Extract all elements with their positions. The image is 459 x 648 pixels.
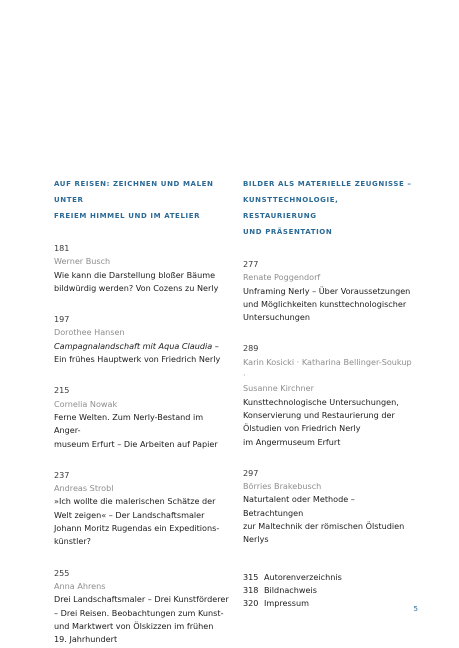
entry-author: Dorothee Hansen	[54, 327, 125, 338]
entry-author: Werner Busch	[54, 256, 111, 267]
entry-page-number: 289	[243, 343, 259, 354]
toc-entry	[54, 469, 229, 549]
toc-entry	[243, 467, 413, 547]
back-matter-label: Autorenverzeichnis	[264, 571, 342, 582]
right-column	[243, 176, 413, 611]
entry-author: Anna Ahrens	[54, 580, 106, 591]
entry-title: Naturtalent oder Methode – Betrachtungen zur Maltechnik der römischen Ölstudien Nerlys	[243, 494, 405, 545]
back-matter-label: Bildnachweis	[264, 584, 317, 595]
entry-page-number: 277	[243, 259, 259, 269]
entry-author: Karin Kosicki · Katharina Bellinger-Soukup ·	[243, 356, 412, 381]
toc-entry	[243, 258, 413, 324]
back-matter-list	[243, 571, 413, 611]
entry-page-number: 237	[54, 469, 70, 480]
left-column	[54, 176, 229, 646]
entry-page-number: 255	[54, 567, 70, 578]
entry-title: Unframing Nerly – Über Voraussetzungen und Möglichkeiten kunsttechnologischer Untersuchungen	[243, 285, 411, 323]
folio-page-number: 5	[413, 605, 418, 613]
entry-page-number: 215	[54, 385, 70, 396]
back-matter-item	[243, 571, 413, 584]
entry-title: Wie kann die Darstellung bloßer Bäume bildwürdig werden? Von Cozens zu Nerly	[54, 269, 219, 293]
entry-title: Campagnalandschaft mit Aqua Claudia – Ein frühes Hauptwerk von Friedrich Nerly	[54, 340, 229, 367]
entry-author: Susanne Kirchner	[243, 383, 314, 394]
toc-entry	[54, 567, 229, 647]
entry-title: Kunsttechnologische Untersuchungen, Konservierung und Restaurierung der Ölstudien von Friedrich Nerly im Angermuseum Erfurt	[243, 396, 399, 447]
entry-author: Börries Brakebusch	[243, 481, 322, 492]
toc-entry	[54, 242, 229, 295]
entry-title: Drei Landschaftsmaler – Drei Kunstförderer – Drei Reisen. Beobachtungen zum Kunst- und Marktwert von Ölskizzen im frühen 19. Jahrhundert	[54, 594, 229, 645]
entry-title: »Ich wollte die malerischen Schätze der Welt zeigen« – Der Landschaftsmaler Johann Moritz Rugendas ein Expeditions- künstler?	[54, 496, 220, 547]
entry-page-number: 197	[54, 314, 70, 325]
entry-page-number: 181	[54, 243, 70, 253]
entry-title: Ferne Welten. Zum Nerly-Bestand im Anger- museum Erfurt – Die Arbeiten auf Papier	[54, 411, 218, 449]
back-matter-page: 315	[243, 571, 259, 582]
toc-entry	[54, 384, 229, 450]
toc-entry	[54, 313, 229, 366]
back-matter-item	[243, 584, 413, 597]
back-matter-page: 318	[243, 584, 259, 595]
section-title-left: AUF REISEN: ZEICHNEN UND MALEN UNTER FREIEM HIMMEL UND IM ATELIER	[54, 180, 214, 220]
entry-author: Cornelia Nowak	[54, 398, 118, 409]
entry-author: Renate Poggendorf	[243, 272, 321, 283]
back-matter-page: 320	[243, 598, 259, 609]
entry-page-number: 297	[243, 467, 259, 478]
toc-entry	[243, 342, 413, 448]
back-matter-label: Impressum	[264, 598, 309, 609]
section-title-right: BILDER ALS MATERIELLE ZEUGNISSE – KUNSTTECHNOLOGIE, RESTAURIERUNG UND PRÄSENTATION	[243, 180, 412, 236]
back-matter-item	[243, 597, 413, 610]
entry-author: Andreas Strobl	[54, 483, 114, 494]
entry-title-italic: Campagnalandschaft mit Aqua Claudia –	[54, 340, 219, 351]
